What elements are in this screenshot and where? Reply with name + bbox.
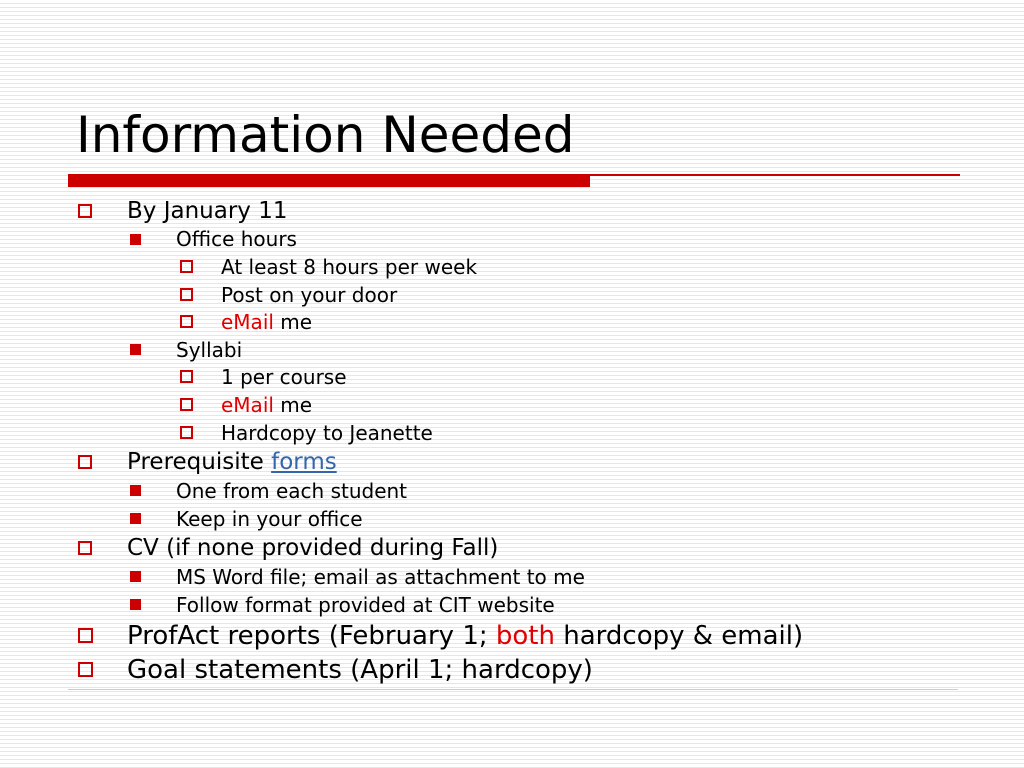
profact-both: both xyxy=(495,621,555,651)
hollow-square-bullet-icon xyxy=(78,662,93,677)
bullet-by-january: By January 11 xyxy=(127,198,288,224)
bullet-hardcopy-jeanette: Hardcopy to Jeanette xyxy=(221,421,433,445)
bullet-post-on-door: Post on your door xyxy=(221,283,398,307)
hollow-square-bullet-icon xyxy=(180,426,193,439)
hollow-square-bullet-icon xyxy=(180,315,193,328)
bullet-office-hours: Office hours xyxy=(176,227,297,251)
bullet-email-me-2 xyxy=(221,392,312,418)
filled-square-bullet-icon xyxy=(130,344,141,355)
email-word: eMail xyxy=(221,310,274,334)
hollow-square-bullet-icon xyxy=(180,288,193,301)
bullet-cv: CV (if none provided during Fall) xyxy=(127,535,499,561)
hollow-square-bullet-icon xyxy=(180,398,193,411)
hollow-square-bullet-icon xyxy=(78,204,92,218)
bullet-follow-format: Follow format provided at CIT website xyxy=(176,593,555,617)
prerequisite-label: Prerequisite xyxy=(127,449,272,475)
bullet-prerequisite-forms xyxy=(127,448,337,476)
hollow-square-bullet-icon xyxy=(180,370,193,383)
profact-suffix: hardcopy & email) xyxy=(554,621,804,651)
bullet-profact-reports xyxy=(127,620,803,652)
hollow-square-bullet-icon xyxy=(78,455,92,469)
bullet-keep-in-office: Keep in your office xyxy=(176,507,363,531)
me-word: me xyxy=(273,310,313,334)
profact-prefix: ProfAct reports (February 1; xyxy=(127,621,496,651)
title-underline-thin xyxy=(590,174,960,176)
hollow-square-bullet-icon xyxy=(180,260,193,273)
filled-square-bullet-icon xyxy=(130,599,141,610)
bullet-syllabi: Syllabi xyxy=(176,338,243,362)
hollow-square-bullet-icon xyxy=(78,628,93,643)
filled-square-bullet-icon xyxy=(130,571,141,582)
bullet-at-least-8-hours: At least 8 hours per week xyxy=(221,255,478,279)
bullet-ms-word-file: MS Word file; email as attachment to me xyxy=(176,565,585,589)
forms-link[interactable]: forms xyxy=(271,449,337,475)
footer-divider xyxy=(68,689,958,690)
bullet-goal-statements: Goal statements (April 1; hardcopy) xyxy=(127,655,593,685)
bullet-1-per-course: 1 per course xyxy=(221,365,347,389)
filled-square-bullet-icon xyxy=(130,485,141,496)
filled-square-bullet-icon xyxy=(130,513,141,524)
bullet-email-me-1 xyxy=(221,309,312,335)
title-underline-thick xyxy=(68,174,590,187)
filled-square-bullet-icon xyxy=(130,234,141,245)
slide-title: Information Needed xyxy=(76,106,575,164)
me-word: me xyxy=(273,393,313,417)
hollow-square-bullet-icon xyxy=(78,541,92,555)
email-word: eMail xyxy=(221,393,274,417)
bullet-one-from-each-student: One from each student xyxy=(176,479,408,503)
